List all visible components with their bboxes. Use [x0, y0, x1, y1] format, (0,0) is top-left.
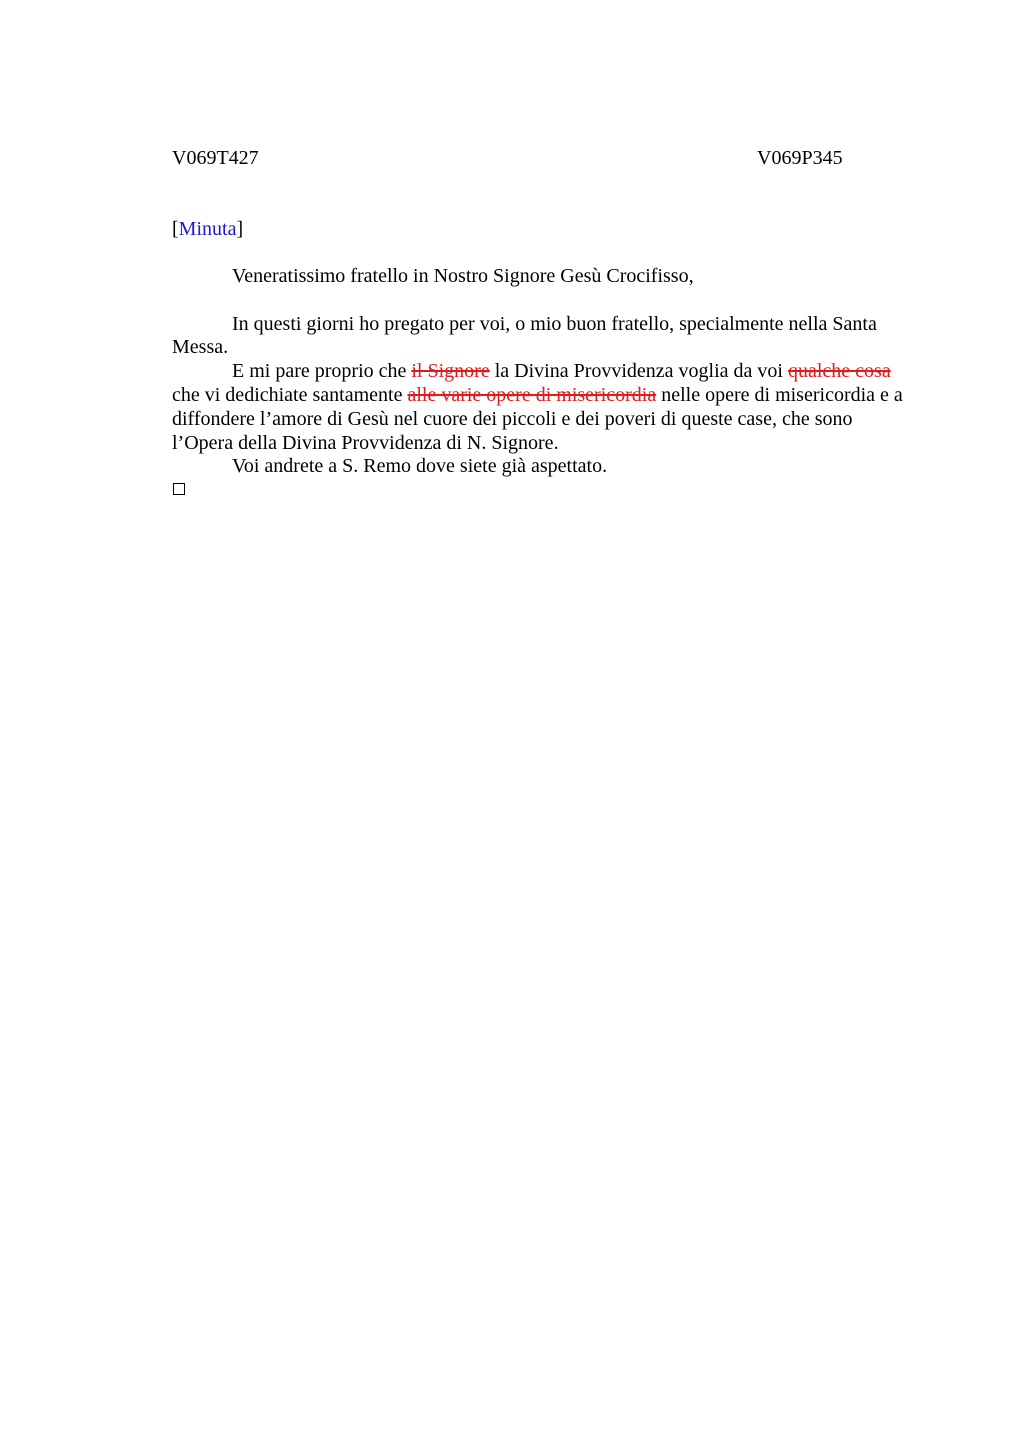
open-bracket: [ [172, 218, 179, 240]
paragraph-2-text-a: E mi pare proprio che [232, 360, 412, 383]
paragraph-1-line-1 [172, 313, 932, 337]
deleted-text-3: alle varie opere di misericordia [407, 383, 657, 406]
reference-code-left: V069T427 [172, 147, 259, 169]
paragraph-1-line-2: Messa. [172, 336, 229, 359]
paragraph-2-text-c: che vi dedichiate santamente [172, 383, 408, 406]
paragraph-2-line-4: l’Opera della Divina Provvidenza di N. Signore. [172, 431, 559, 454]
paragraph-2-line-2 [172, 384, 932, 408]
salutation-line [172, 265, 932, 289]
end-marker-box [173, 483, 185, 495]
document-type-label [172, 217, 243, 241]
minuta-label: Minuta [178, 218, 237, 240]
salutation: Veneratissimo fratello in Nostro Signore Gesù Crocifisso, [232, 265, 694, 287]
deleted-text-2: qualche cosa [787, 360, 891, 383]
letter-body [172, 265, 932, 479]
paragraph-1-text: In questi giorni ho pregato per voi, o mio buon fratello, specialmente nella Santa [232, 312, 877, 335]
paragraph-2-text-b: la Divina Provvidenza voglia da voi [489, 360, 788, 383]
paragraph-3-line-1 [172, 455, 932, 479]
paragraph-2-line-1 [172, 360, 932, 384]
paragraph-2-line-3: diffondere l’amore di Gesù nel cuore dei piccoli e dei poveri di queste case, che sono [172, 407, 853, 430]
reference-code-right: V069P345 [757, 147, 843, 169]
close-bracket: ] [236, 218, 244, 240]
paragraph-2-text-d: nelle opere di misericordia e a [656, 383, 903, 406]
paragraph-3-text: Voi andrete a S. Remo dove siete già aspettato. [232, 455, 608, 478]
deleted-text-1: il Signore [411, 360, 490, 383]
